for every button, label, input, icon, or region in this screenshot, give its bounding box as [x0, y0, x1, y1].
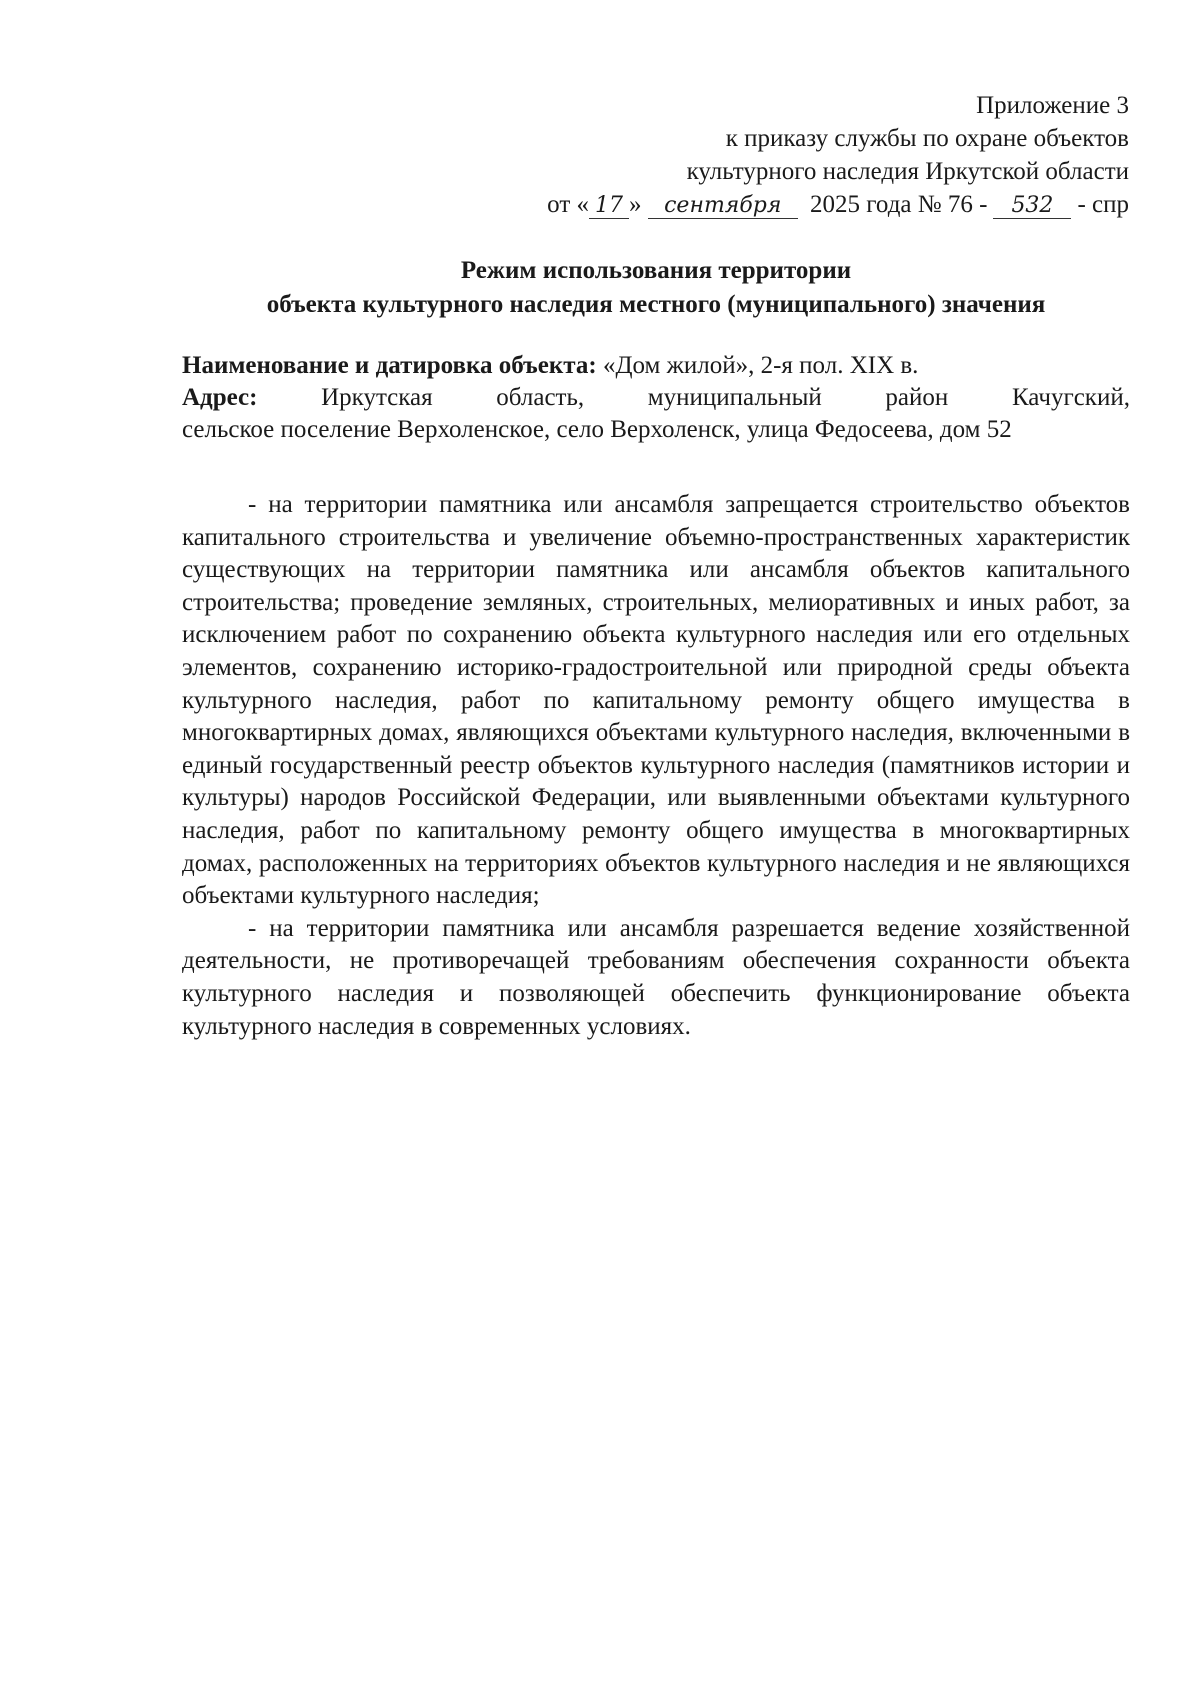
- title-line-1: Режим использования территории: [460, 257, 852, 284]
- date-mid: »: [629, 191, 642, 218]
- handwritten-day: 17: [589, 194, 629, 219]
- address-word: район: [885, 384, 949, 411]
- permissions-paragraph: - на территории памятника или ансамбля разрешается ведение хозяйственной деятельности, не противоречащей требованиям обеспечения сохранности объекта культурного наследия и позволяющей обеспечить функционирование объекта культурного наследия в современных условиях.: [182, 914, 1130, 1040]
- object-name-line: [182, 350, 1130, 382]
- address-word: область,: [496, 384, 585, 411]
- appendix-header: [547, 89, 1129, 221]
- order-suffix: - спр: [1077, 191, 1129, 218]
- object-name-label: Наименование и датировка объекта:: [182, 352, 597, 379]
- regime-text: [182, 489, 1130, 1043]
- address-line-1: [182, 382, 1130, 414]
- appendix-line-3: культурного наследия Иркутской области: [686, 158, 1129, 185]
- address-label: Адрес:: [182, 384, 258, 411]
- object-name-value: «Дом жилой», 2-я пол. XIX в.: [602, 352, 919, 379]
- appendix-title: Приложение 3: [976, 92, 1129, 119]
- address-line-2: сельское поселение Верхоленское, село Верхоленск, улица Федосеева, дом 52: [182, 416, 1012, 443]
- object-info: [182, 350, 1130, 446]
- address-word: Иркутская: [321, 384, 433, 411]
- handwritten-month: сентября: [648, 194, 798, 219]
- prohibitions-paragraph: - на территории памятника или ансамбля запрещается строительство объектов капитального строительства и увеличение объемно-пространственных характеристик существующих на территории памятника или ансамбля объектов капитального строительства; проведение земляных, строительных, мелиоративных и иных работ, за исключением работ по сохранению объекта культурного наследия или его отдельных элементов, сохранению историко-градостроительной или природной среды объекта культурного наследия, работ по капитальному ремонту общего имущества в многоквартирных домах, являющихся объектами культурного наследия, включенными в единый государственный реестр объектов культурного наследия (памятников истории и культуры) народов Российской Федерации, или выявленными объектами культурного наследия, работ по капитальному ремонту общего имущества в многоквартирных домах, расположенных на территориях объектов культурного наследия и не являющихся объектами культурного наследия;: [182, 491, 1130, 910]
- appendix-line-2: к приказу службы по охране объектов: [725, 125, 1129, 152]
- title-line-2: объекта культурного наследия местного (муниципального) значения: [266, 291, 1046, 318]
- document-title: [182, 254, 1130, 322]
- address-word: муниципальный: [647, 384, 822, 411]
- handwritten-order-number: 532: [993, 194, 1071, 219]
- date-year: 2025 года № 76 -: [810, 191, 988, 218]
- order-date-line: [547, 188, 1129, 221]
- date-prefix: от «: [547, 191, 590, 218]
- address-word: Качугский,: [1011, 384, 1130, 411]
